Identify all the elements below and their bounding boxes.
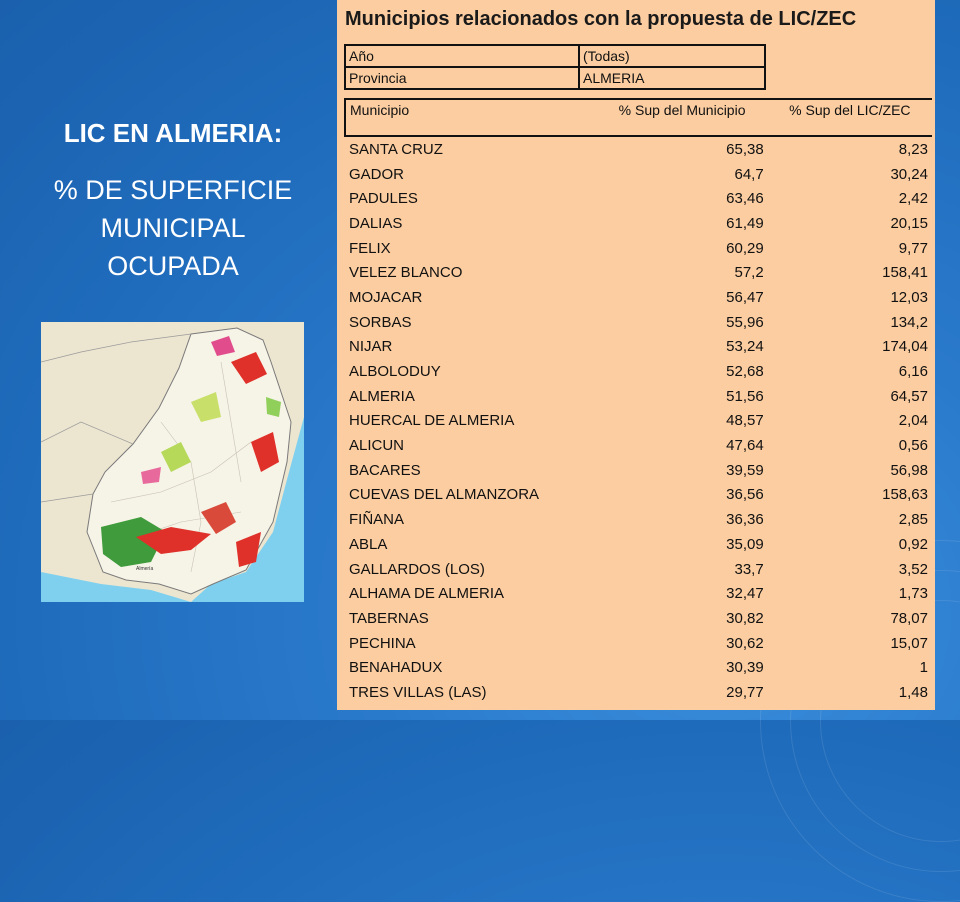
table-row: [345, 655, 932, 680]
map-illustration: [41, 322, 304, 602]
cell-sup-municipio: 52,68: [726, 363, 764, 381]
column-header-sup-lic[interactable]: % Sup del LIC/ZEC: [789, 102, 911, 118]
cell-sup-municipio: 65,38: [726, 140, 764, 158]
cell-sup-lic: 30,24: [890, 165, 928, 183]
cell-municipio: CUEVAS DEL ALMANZORA: [349, 486, 540, 504]
sheet-title: Municipios relacionados con la propuesta de LIC/ZEC: [345, 8, 857, 30]
cell-sup-municipio: 56,47: [726, 288, 764, 306]
column-header-municipio[interactable]: Municipio: [345, 99, 596, 136]
slide-subtitle-line: OCUPADA: [107, 251, 239, 281]
cell-sup-lic: 2,42: [898, 190, 928, 208]
cell-sup-municipio: 30,62: [726, 634, 764, 652]
cell-municipio: NIJAR: [349, 338, 393, 356]
table-row: [345, 162, 932, 187]
cell-sup-municipio: 36,56: [726, 486, 764, 504]
cell-sup-municipio: 48,57: [726, 412, 764, 430]
cell-sup-lic: 158,63: [882, 486, 928, 504]
cell-sup-municipio: 32,47: [726, 585, 764, 603]
table-row: [345, 236, 932, 261]
cell-sup-lic: 1,48: [898, 683, 928, 701]
filter-row: [345, 67, 765, 89]
cell-sup-municipio: 63,46: [726, 190, 764, 208]
cell-sup-municipio: 29,77: [726, 683, 764, 701]
table-row: [345, 409, 932, 434]
cell-sup-municipio: 47,64: [726, 437, 764, 455]
table-header-row: [345, 99, 932, 136]
cell-municipio: FIÑANA: [349, 511, 405, 529]
table-row: [345, 581, 932, 606]
cell-sup-lic: 15,07: [890, 634, 928, 652]
cell-municipio: VELEZ BLANCO: [349, 264, 463, 282]
cell-municipio: FELIX: [349, 239, 391, 257]
cell-sup-lic: 134,2: [890, 313, 928, 331]
province-map-image: [41, 322, 304, 602]
cell-sup-lic: 9,77: [898, 239, 928, 257]
filter-row: [345, 45, 765, 67]
table-row: [345, 186, 932, 211]
slide-title: LIC EN ALMERIA:: [63, 118, 283, 148]
cell-municipio: TRES VILLAS (LAS): [349, 683, 487, 701]
cell-municipio: ALBOLODUY: [349, 363, 441, 381]
table-row: [345, 532, 932, 557]
cell-sup-lic: 0,92: [898, 535, 928, 553]
cell-sup-lic: 2,85: [898, 511, 928, 529]
cell-sup-lic: 174,04: [882, 338, 928, 356]
table-row: [345, 680, 932, 705]
cell-sup-lic: 12,03: [890, 288, 928, 306]
table-row: [345, 631, 932, 656]
pivot-table-sheet: [337, 0, 935, 710]
cell-sup-municipio: 64,7: [734, 165, 764, 183]
table-row: [345, 483, 932, 508]
column-header-sup-municipio[interactable]: % Sup del Municipio: [618, 102, 746, 118]
cell-municipio: SANTA CRUZ: [345, 136, 596, 162]
cell-sup-municipio: 61,49: [726, 214, 764, 232]
filter-label: Provincia: [345, 67, 579, 89]
cell-sup-municipio: 39,59: [726, 461, 764, 479]
table-row: [345, 557, 932, 582]
table-row: [345, 384, 932, 409]
table-row: [345, 507, 932, 532]
cell-sup-lic: 1: [919, 659, 928, 677]
cell-sup-lic: 64,57: [890, 387, 928, 405]
cell-sup-lic: 6,16: [898, 363, 928, 381]
filter-label: Año: [345, 45, 579, 67]
filter-value-dropdown[interactable]: (Todas): [579, 45, 765, 67]
cell-sup-municipio: 53,24: [726, 338, 764, 356]
cell-sup-lic: 3,52: [898, 560, 928, 578]
cell-municipio: PECHINA: [349, 634, 416, 652]
cell-sup-lic: 20,15: [890, 214, 928, 232]
cell-municipio: MOJACAR: [349, 288, 423, 306]
table-row: [345, 260, 932, 285]
cell-municipio: BACARES: [349, 461, 421, 479]
cell-sup-municipio: 35,09: [726, 535, 764, 553]
cell-sup-municipio: 30,82: [726, 609, 764, 627]
cell-sup-lic: 1,73: [898, 585, 928, 603]
table-row: [345, 433, 932, 458]
cell-sup-lic: 78,07: [890, 609, 928, 627]
cell-sup-municipio: 36,36: [726, 511, 764, 529]
cell-sup-lic: 8,23: [898, 140, 928, 158]
cell-sup-municipio: 30,39: [726, 659, 764, 677]
cell-municipio: ALMERIA: [349, 387, 415, 405]
cell-sup-lic: 158,41: [882, 264, 928, 282]
cell-sup-municipio: 33,7: [734, 560, 764, 578]
cell-sup-lic: 56,98: [890, 461, 928, 479]
cell-municipio: ALICUN: [349, 437, 405, 455]
cell-municipio: HUERCAL DE ALMERIA: [349, 412, 515, 430]
cell-municipio: TABERNAS: [349, 609, 429, 627]
table-row: [345, 136, 932, 162]
table-row: [345, 211, 932, 236]
cell-sup-municipio: 57,2: [734, 264, 764, 282]
table-row: [345, 285, 932, 310]
slide-subtitle-line: % DE SUPERFICIE: [53, 175, 293, 205]
data-table: [344, 98, 932, 705]
cell-municipio: GALLARDOS (LOS): [349, 560, 485, 578]
table-row: [345, 359, 932, 384]
cell-municipio: GADOR: [349, 165, 405, 183]
cell-sup-lic: 2,04: [898, 412, 928, 430]
filter-table: [344, 44, 766, 90]
table-row: [345, 458, 932, 483]
cell-sup-lic: 0,56: [898, 437, 928, 455]
cell-sup-municipio: 55,96: [726, 313, 764, 331]
table-row: [345, 335, 932, 360]
slide-title-block: [28, 118, 318, 285]
cell-municipio: ALHAMA DE ALMERIA: [349, 585, 505, 603]
table-row: [345, 606, 932, 631]
cell-sup-municipio: 51,56: [726, 387, 764, 405]
cell-municipio: DALIAS: [349, 214, 403, 232]
svg-text:Almería: Almería: [136, 566, 154, 572]
slide-subtitle-line: MUNICIPAL: [100, 213, 246, 243]
cell-municipio: BENAHADUX: [349, 659, 443, 677]
filter-value-dropdown[interactable]: ALMERIA: [579, 67, 765, 89]
cell-sup-municipio: 60,29: [726, 239, 764, 257]
cell-municipio: PADULES: [349, 190, 418, 208]
table-row: [345, 310, 932, 335]
cell-municipio: ABLA: [349, 535, 388, 553]
cell-municipio: SORBAS: [349, 313, 412, 331]
